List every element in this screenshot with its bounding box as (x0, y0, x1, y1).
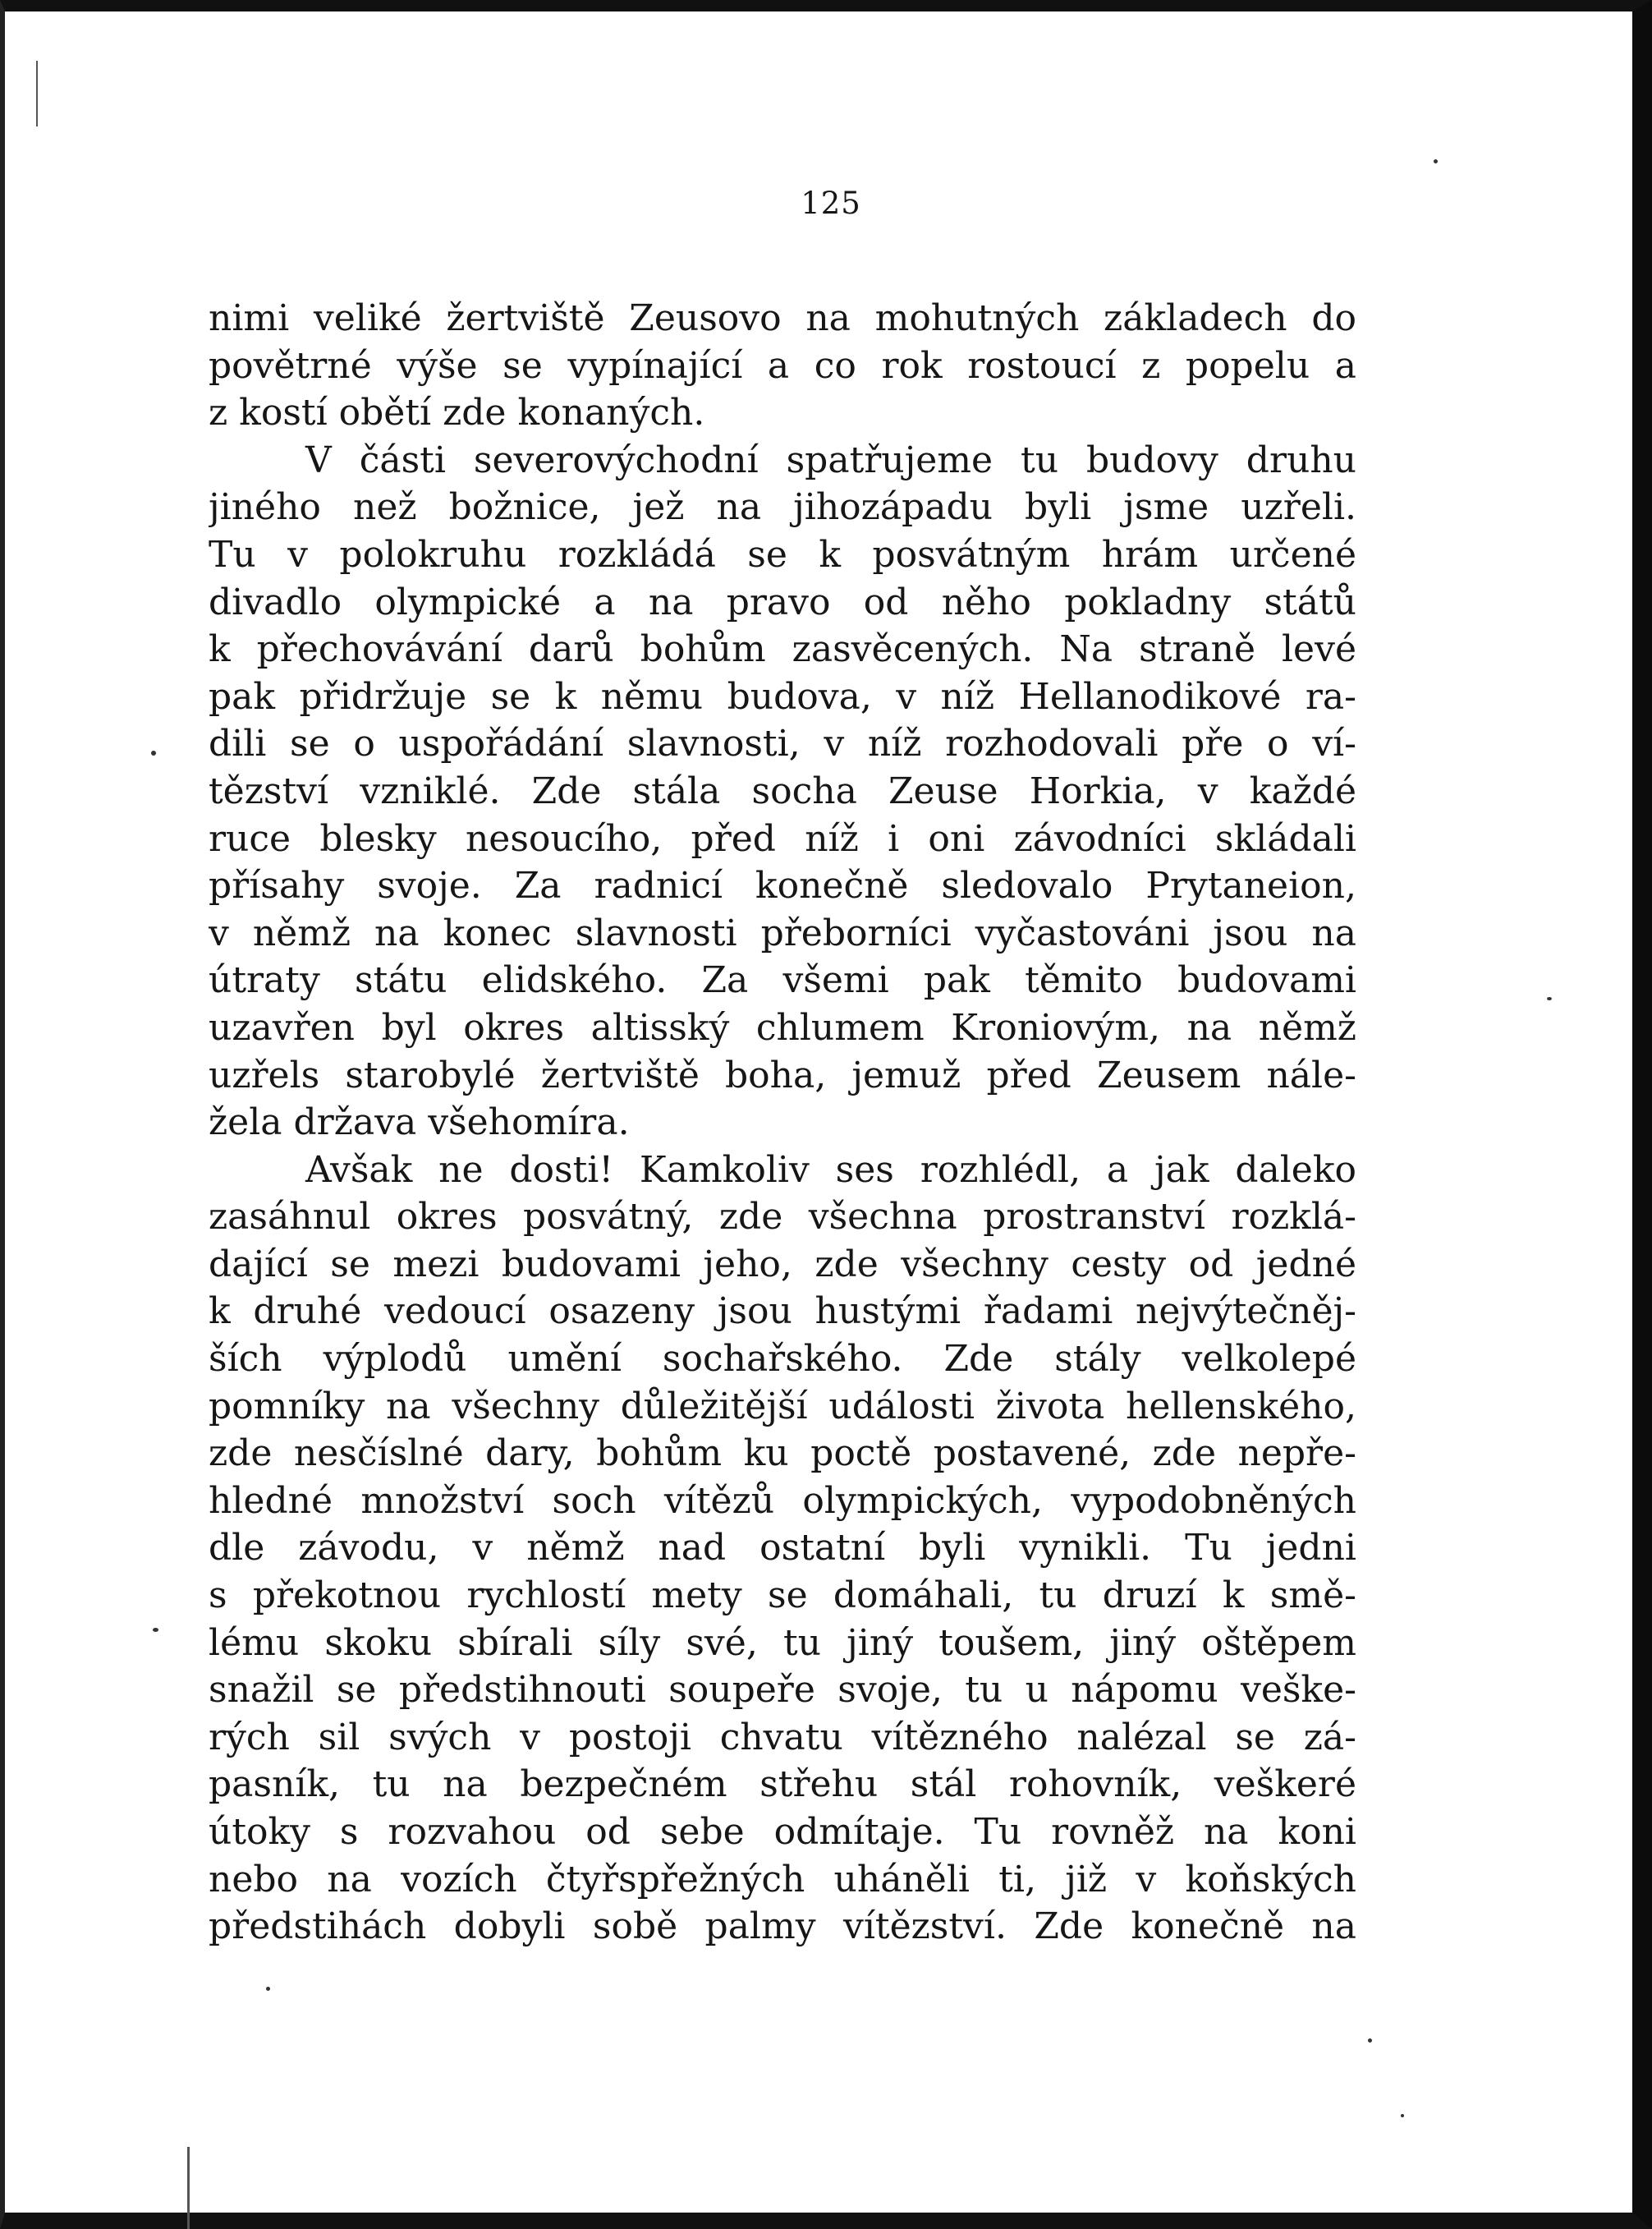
text-line: pak přidržuje se k němu budova, v níž Hellanodikové ra- (209, 675, 1356, 718)
scan-speck (266, 1987, 270, 1991)
scan-speck (1368, 2038, 1372, 2043)
text-line: pomníky na všechny důležitější události života hellenského, (209, 1385, 1356, 1427)
text-line: přísahy svoje. Za radnicí konečně sledovalo Prytaneion, (209, 865, 1356, 908)
scan-streak (36, 61, 38, 126)
text-line: z kostí obětí zde konaných. (209, 392, 705, 434)
text-line: Avšak ne dosti! Kamkoliv ses rozhlédl, a jak daleko (305, 1148, 1356, 1191)
text-line: zasáhnul okres posvátný, zde všechna prostranství rozklá- (209, 1196, 1356, 1239)
text-line: ších výplodů umění sochařského. Zde stály velkolepé (209, 1338, 1356, 1381)
text-line: útraty státu elidského. Za všemi pak těmito budovami (209, 959, 1356, 1002)
text-line: s překotnou rychlostí mety se domáhali, tu druzí k smě- (209, 1574, 1356, 1617)
text-line: dili se o uspořádání slavnosti, v níž rozhodovali pře o ví- (209, 723, 1356, 765)
text-line: V části severovýchodní spatřujeme tu budovy druhu (305, 439, 1356, 481)
text-line: předstihách dobyli sobě palmy vítězství. Zde konečně na (209, 1905, 1356, 1948)
text-line: k druhé vedoucí osazeny jsou hustými řadami nejvýtečněj- (209, 1290, 1356, 1333)
text-line: uzavřen byl okres altisský chlumem Kroniovým, na němž (209, 1006, 1356, 1049)
scan-speck (1401, 2114, 1404, 2117)
text-line: žela država všehomíra. (209, 1101, 630, 1144)
text-line: pasník, tu na bezpečném střehu stál rohovník, veškeré (209, 1763, 1356, 1806)
text-line: uzřels starobylé žertviště boha, jemuž před Zeusem nále- (209, 1054, 1356, 1096)
page-number: 125 (801, 186, 861, 221)
scan-speck (1547, 997, 1552, 1000)
text-line: divadlo olympické a na pravo od něho pokladny států (209, 581, 1356, 623)
text-line: lému skoku sbírali síly své, tu jiný toušem, jiný oštěpem (209, 1621, 1356, 1664)
text-line: v němž na konec slavnosti přeborníci vyčastováni jsou na (209, 912, 1356, 954)
text-line: útoky s rozvahou od sebe odmítaje. Tu rovněž na koni (209, 1811, 1356, 1853)
text-line: Tu v polokruhu rozkládá se k posvátným hrám určené (209, 533, 1356, 576)
scan-streak (187, 2147, 190, 2229)
text-line: nimi veliké žertviště Zeusovo na mohutných základech do (209, 297, 1356, 339)
text-line: hledné množství soch vítězů olympických, vypodobněných (209, 1479, 1356, 1522)
text-line: dle závodu, v němž nad ostatní byli vynikli. Tu jedni (209, 1527, 1356, 1569)
text-line: k přechovávání darů bohům zasvěcených. Na straně levé (209, 628, 1356, 671)
text-line: tězství vzniklé. Zde stála socha Zeuse Horkia, v každé (209, 770, 1356, 812)
text-line: zde nesčíslné dary, bohům ku poctě postavené, zde nepře- (209, 1432, 1356, 1475)
text-line: nebo na vozích čtyřspřežných uháněli ti, již v koňských (209, 1858, 1356, 1900)
text-line: dající se mezi budovami jeho, zde všechny cesty od jedné (209, 1243, 1356, 1285)
scan-speck (153, 1628, 158, 1632)
text-line: snažil se předstihnouti soupeře svoje, tu u nápomu veške- (209, 1669, 1356, 1712)
text-line: jiného než božnice, jež na jihozápadu byli jsme uzřeli. (209, 486, 1356, 529)
scan-speck (1434, 159, 1438, 163)
text-line: rých sil svých v postoji chvatu vítězného nalézal se zá- (209, 1716, 1356, 1758)
text-line: povětrné výše se vypínající a co rok rostoucí z popelu a (209, 344, 1356, 387)
text-line: ruce blesky nesoucího, před níž i oni závodníci skládali (209, 817, 1356, 860)
body-text (209, 295, 1356, 1951)
scan-speck (151, 751, 156, 756)
